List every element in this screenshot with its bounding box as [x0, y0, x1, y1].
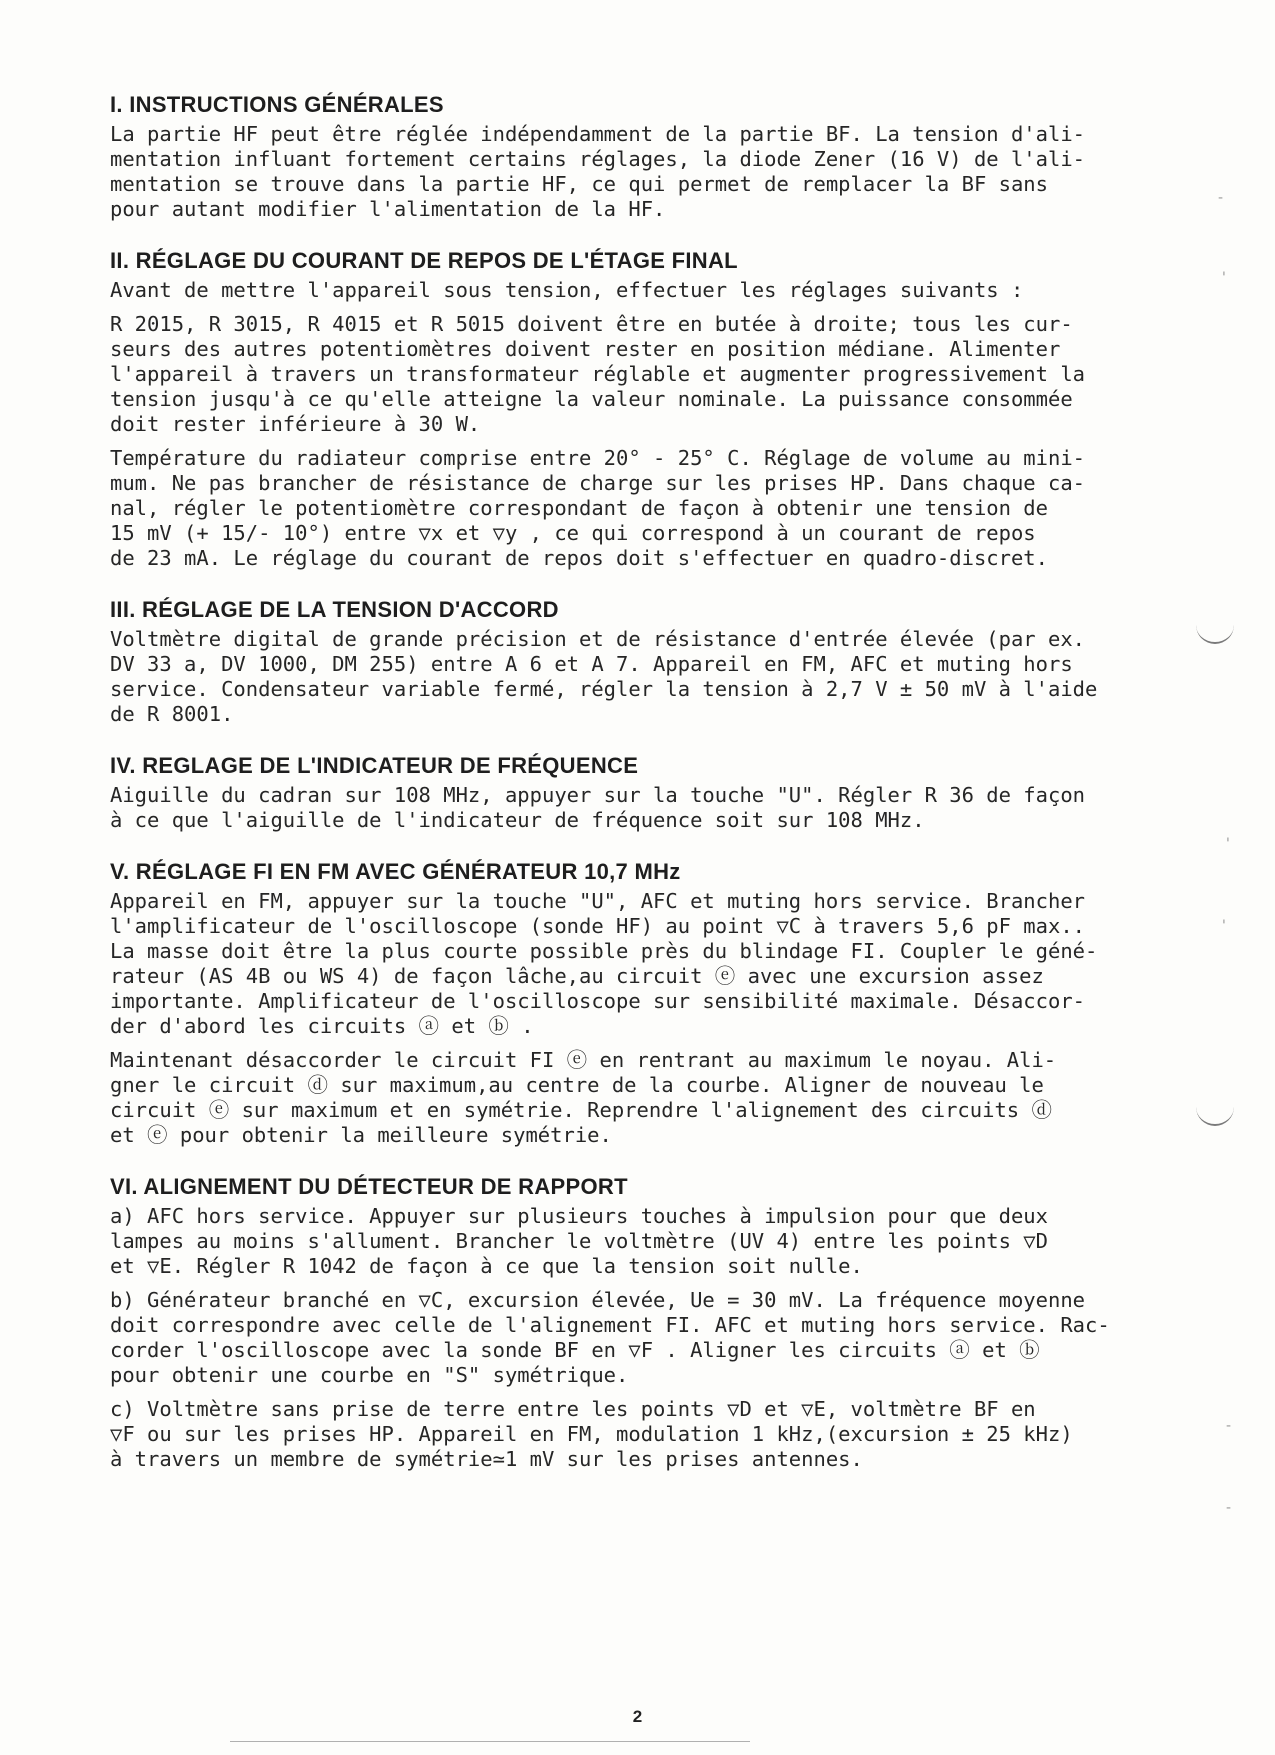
- scan-mark: -: [1226, 1500, 1232, 1516]
- scan-mark: -: [1226, 1418, 1232, 1434]
- scan-mark: -: [1218, 190, 1224, 206]
- paragraph: Voltmètre digital de grande précision et de résistance d'entrée élevée (par ex. DV 33 a, DV 1000, DM 255) entre A 6 et A 7. Appareil en FM, AFC et muting hors service. Condensateur variable fermé, régler la tension à 2,7 V ± 50 mV à l'aide de R 8001.: [110, 627, 1098, 726]
- section-tension-accord: [110, 597, 1135, 727]
- paragraph: a) AFC hors service. Appuyer sur plusieurs touches à impulsion pour que deux lampes au moins s'allument. Brancher le voltmètre (UV 4) entre les points ▽D et ▽E. Régler R 1042 de façon à ce que la tension soit nulle.: [110, 1204, 1048, 1278]
- section-reglage-fi: [110, 859, 1135, 1148]
- paragraph: Température du radiateur comprise entre 20° - 25° C. Réglage de volume au mini- mum. Ne pas brancher de résistance de charge sur les prises HP. Dans chaque ca- nal, régler le potentiomètre correspondant de façon à obtenir une tension de 15 mV (+ 15/- 10°) entre ▽x et ▽y , ce qui correspond à un courant de repos de 23 mA. Le réglage du courant de repos doit s'effectuer en quadro-discret.: [110, 446, 1086, 570]
- footer-divider: [230, 1741, 750, 1742]
- page-number: 2: [632, 1707, 643, 1726]
- section-heading: I. INSTRUCTIONS GÉNÉRALES: [110, 92, 444, 117]
- paragraph: Avant de mettre l'appareil sous tension, effectuer les réglages suivants :: [110, 278, 1024, 302]
- scan-mark: ': [1226, 836, 1230, 852]
- section-heading: VI. ALIGNEMENT DU DÉTECTEUR DE RAPPORT: [110, 1174, 628, 1199]
- paragraph: La partie HF peut être réglée indépendamment de la partie BF. La tension d'ali- mentation influant fortement certains réglages, la diode Zener (16 V) de l'ali- mentation se trouve dans la partie HF, ce qui permet de remplacer la BF sans pour autant modifier l'alimentation de la HF.: [110, 122, 1086, 221]
- paragraph: b) Générateur branché en ▽C, excursion élevée, Ue = 30 mV. La fréquence moyenne doit correspondre avec celle de l'alignement FI. AFC et muting hors service. Rac- corder l'oscilloscope avec la sonde BF en ▽F . Aligner les circuits ⓐ et ⓑ pour obtenir une courbe en "S" symétrique.: [110, 1288, 1110, 1387]
- paragraph: Aiguille du cadran sur 108 MHz, appuyer sur la touche "U". Régler R 36 de façon à ce que l'aiguille de l'indicateur de fréquence soit sur 108 MHz.: [110, 783, 1086, 832]
- paragraph: c) Voltmètre sans prise de terre entre les points ▽D et ▽E, voltmètre BF en ▽F ou sur les prises HP. Appareil en FM, modulation 1 kHz,(excursion ± 25 kHz) à travers un membre de symétrie≃1 mV sur les prises antennes.: [110, 1397, 1073, 1471]
- scan-arc-mark: [1196, 622, 1234, 644]
- scan-mark: ': [1222, 270, 1226, 286]
- section-heading: III. RÉGLAGE DE LA TENSION D'ACCORD: [110, 597, 559, 622]
- section-heading: IV. REGLAGE DE L'INDICATEUR DE FRÉQUENCE: [110, 753, 639, 778]
- paragraph: Maintenant désaccorder le circuit FI ⓔ en rentrant au maximum le noyau. Ali- gner le circuit ⓓ sur maximum,au centre de la courbe. Aligner de nouveau le circuit ⓔ sur maximum et en symétrie. Reprendre l'alignement des circuits ⓓ et ⓔ pour obtenir la meilleure symétrie.: [110, 1048, 1057, 1147]
- section-detecteur-rapport: [110, 1174, 1135, 1472]
- paragraph: Appareil en FM, appuyer sur la touche "U", AFC et muting hors service. Brancher l'amplificateur de l'oscilloscope (sonde HF) au point ▽C à travers 5,6 pF max.. La masse doit être la plus courte possible près du blindage FI. Coupler le géné- rateur (AS 4B ou WS 4) de façon lâche,au circuit ⓔ avec une excursion assez importante. Amplificateur de l'oscilloscope sur sensibilité maximale. Désaccor- der d'abord les circuits ⓐ et ⓑ .: [110, 889, 1098, 1038]
- document-body: [110, 92, 1135, 1498]
- paragraph: R 2015, R 3015, R 4015 et R 5015 doivent être en butée à droite; tous les cur- seurs des autres potentiomètres doivent rester en position médiane. Alimenter l'appareil à travers un transformateur réglable et augmenter progressivement la tension jusqu'à ce qu'elle atteigne la valeur nominale. La puissance consommée doit rester inférieure à 30 W.: [110, 312, 1086, 436]
- section-courant-de-repos: [110, 248, 1135, 571]
- section-heading: II. RÉGLAGE DU COURANT DE REPOS DE L'ÉTAGE FINAL: [110, 248, 738, 273]
- scan-mark: ': [1222, 918, 1226, 934]
- section-instructions-generales: [110, 92, 1135, 222]
- section-heading: V. RÉGLAGE FI EN FM AVEC GÉNÉRATEUR 10,7 MHz: [110, 859, 681, 884]
- scan-arc-mark: [1196, 1104, 1234, 1126]
- section-indicateur-frequence: [110, 753, 1135, 833]
